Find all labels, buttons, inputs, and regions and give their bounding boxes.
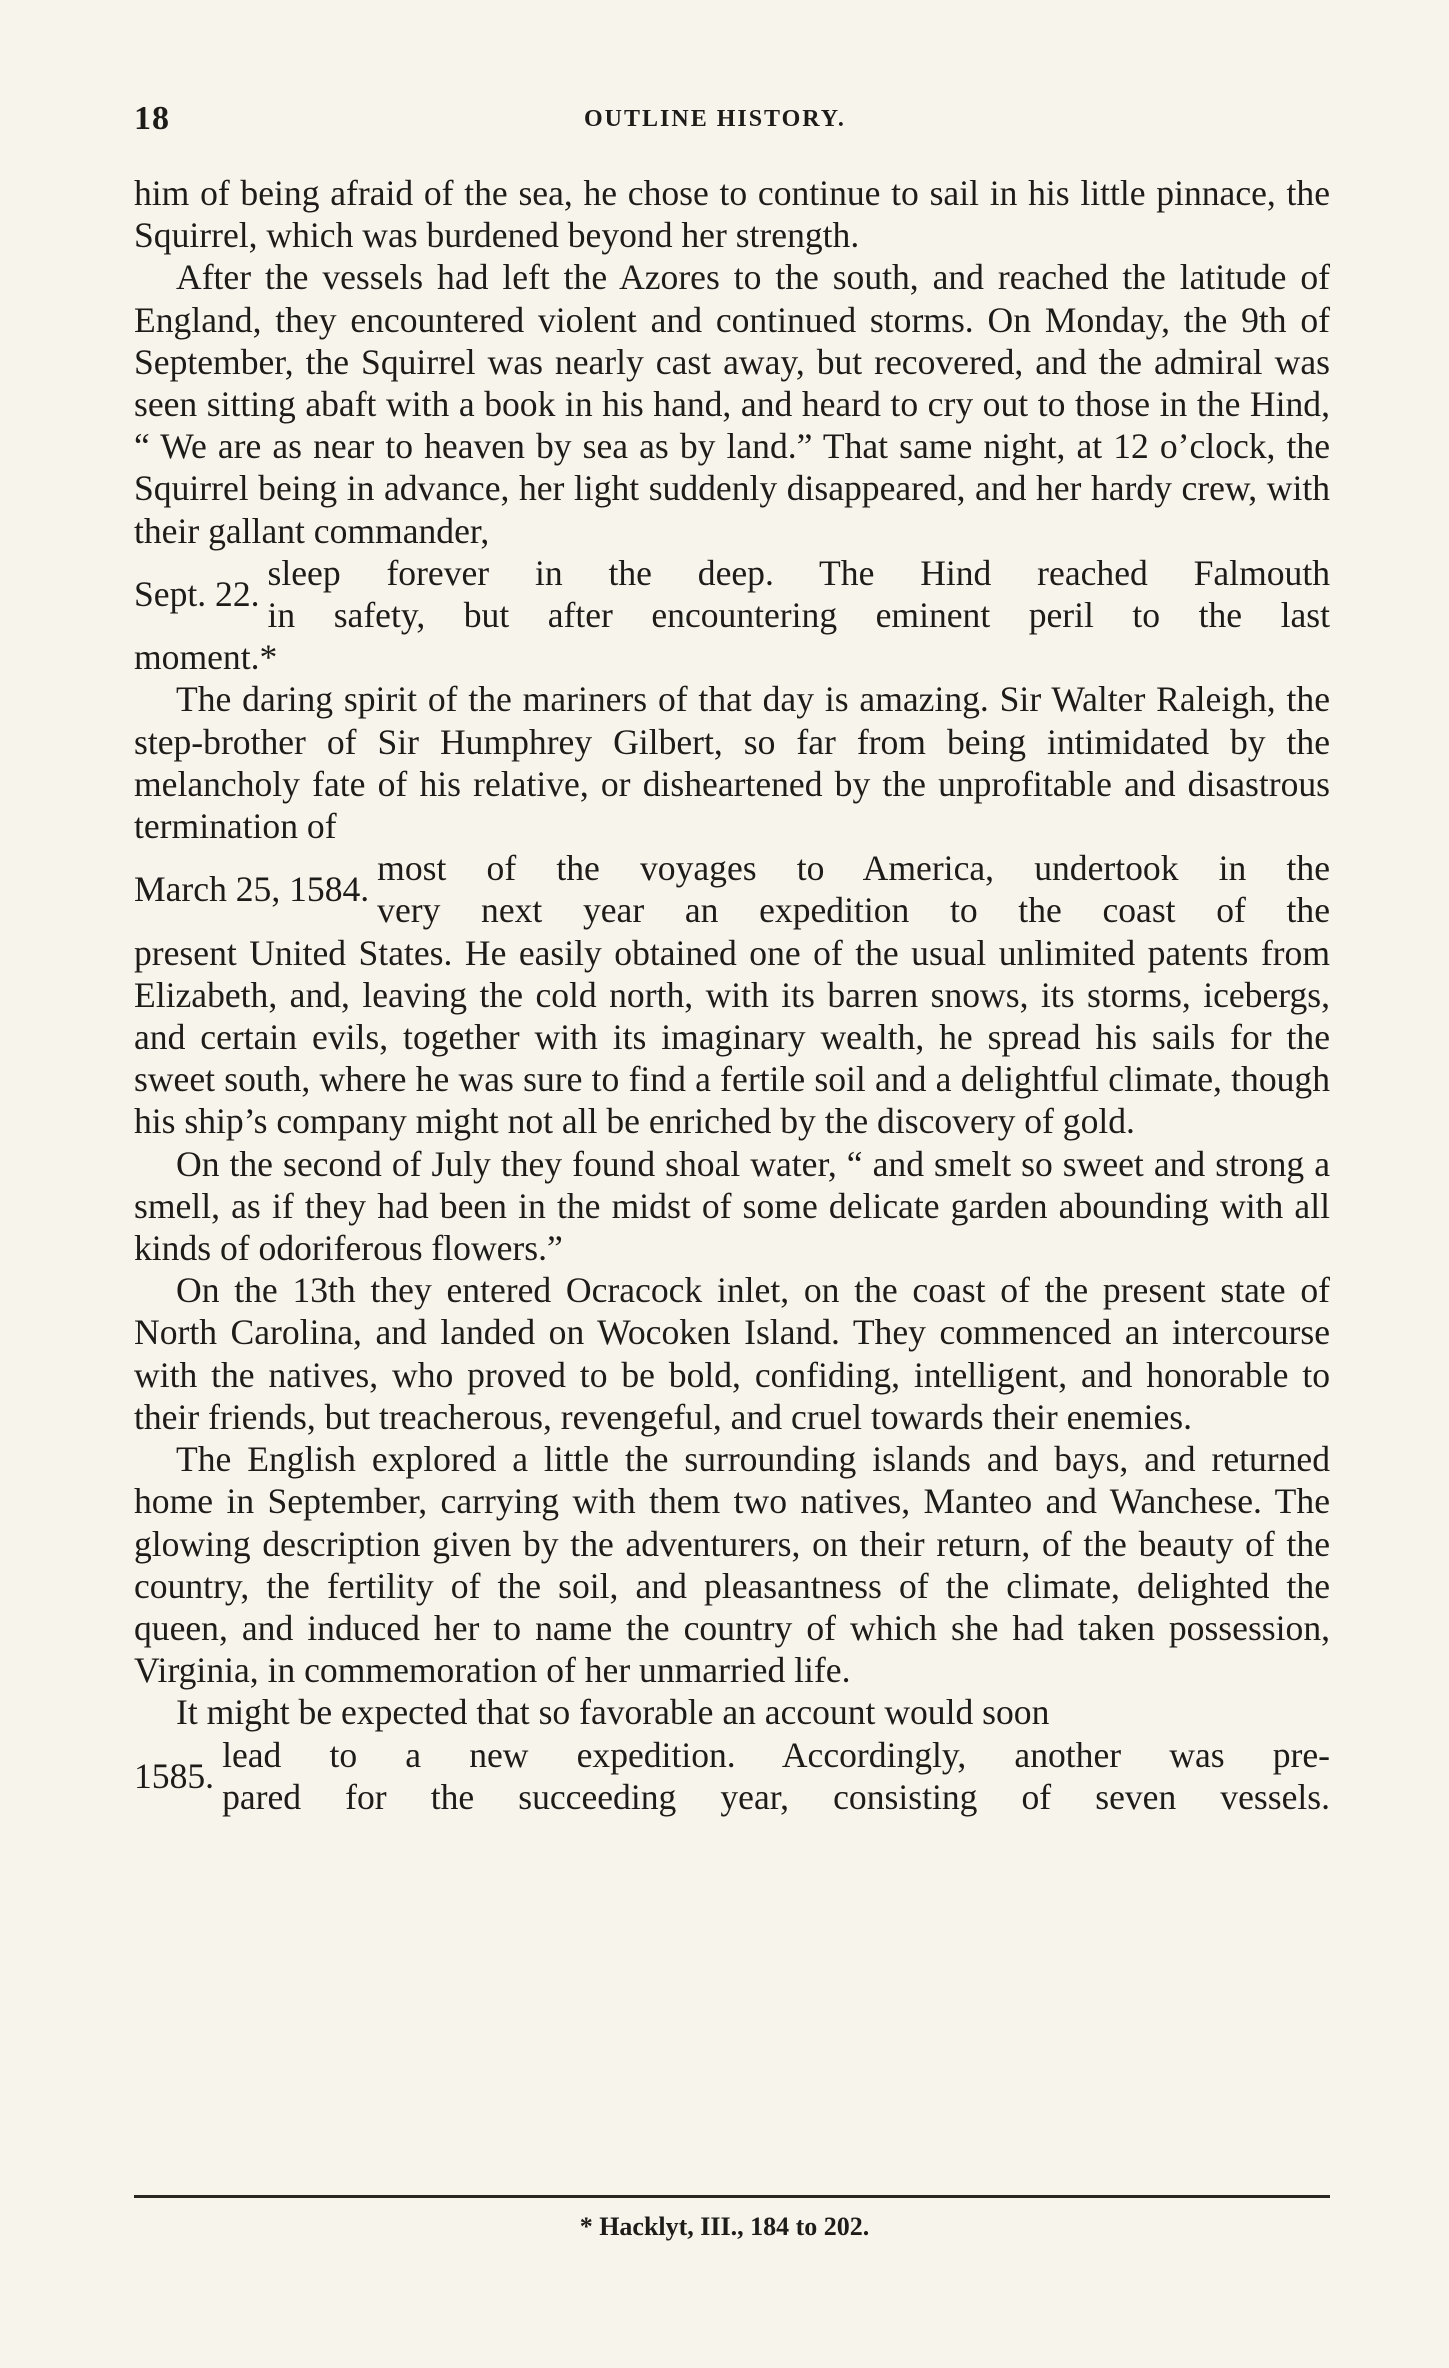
margin-date: March 25, 1584. (134, 869, 370, 910)
sidenote-lines (222, 1734, 1330, 1818)
paragraph-1: him of being afraid of the sea, he chose to continue to sail in his little pinnace, the Squirrel, which was burdened beyond her strength. (134, 173, 1330, 256)
footnote: * Hacklyt, III., 184 to 202. (579, 2212, 870, 2241)
sidenote-line: very next year an expedition to the coast of the (377, 890, 1330, 931)
paragraph-5: On the 13th they entered Ocracock inlet, on the coast of the present state of North Carolina, and landed on Wocoken Island. They commenced an intercourse with the natives, who proved to be bold, confiding, intelligent, and honorable to their friends, but treacherous, revengeful, and cruel towards their enemies. (134, 1270, 1330, 1437)
page-header (134, 100, 1330, 140)
sidenote-line: pared for the succeeding year, consisting of seven vessels. (222, 1776, 1330, 1817)
paragraph-2-sidenote-block (134, 552, 1330, 636)
paragraph-3-tail: present United States. He easily obtained one of the usual unlimited patents from Elizabeth, and, leaving the cold north, with its barren snows, its storms, icebergs, and certain evils, together with its imaginary wealth, he spread his sails for the sweet south, where he was sure to find a fertile soil and a delightful climate, though his ship’s company might not all be enriched by the discovery of gold. (134, 932, 1330, 1142)
paragraph-3 (134, 678, 1330, 1142)
paragraph-4: On the second of July they found shoal water, “ and smelt so sweet and strong a smell, as if they had been in the midst of some delicate garden abounding with all kinds of odoriferous flowers.” (134, 1143, 1330, 1269)
paragraph-6: The English explored a little the surrounding islands and bays, and returned home in September, carrying with them two natives, Manteo and Wanchese. The glowing description given by the adventurers, on their return, of the beauty of the country, the fertility of the soil, and pleasantness of the climate, delighted the queen, and induced her to name the country of which she had taken possession, Virginia, in commemoration of her unmarried life. (134, 1439, 1330, 1691)
margin-date: 1585. (134, 1755, 215, 1796)
paragraph-2 (134, 256, 1330, 678)
sidenote-lines (268, 552, 1330, 636)
paragraph-7 (134, 1691, 1330, 1818)
margin-date: Sept. 22. (134, 573, 260, 614)
sidenote-line: in safety, but after encountering eminent peril to the last (267, 595, 1330, 636)
body-text (134, 172, 1330, 1818)
paragraph-3-text: The daring spirit of the mariners of that day is amazing. Sir Walter Raleigh, the step-brother of Sir Humphrey Gilbert, so far from being intimidated by the melancholy fate of his relative, or disheartened by the unprofitable and disastrous termination of (134, 679, 1330, 847)
paragraph-7-sidenote-block (134, 1734, 1330, 1818)
paragraph-3-sidenote-block (134, 847, 1330, 931)
footnote-rule (134, 2195, 1330, 2198)
paragraph-2-text: After the vessels had left the Azores to the south, and reached the latitude of England, they encountered violent and continued storms. On Monday, the 9th of September, the Squirrel was nearly cast away, but recovered, and the admiral was seen sitting abaft with a book in his hand, and heard to cry out to those in the Hind, “ We are as near to heaven by sea as by land.” That same night, at 12 o’clock, the Squirrel being in advance, her light suddenly disappeared, and her hardy crew, with their gallant commander, (134, 257, 1330, 551)
running-title: OUTLINE HISTORY. (584, 106, 846, 132)
sidenote-lines (377, 847, 1330, 931)
paragraph-2-tail: moment.* (134, 637, 278, 678)
sidenote-line: sleep forever in the deep. The Hind reached Falmouth (267, 552, 1330, 593)
page-number: 18 (134, 100, 170, 137)
sidenote-line: lead to a new expedition. Accordingly, another was pre- (222, 1734, 1330, 1775)
sidenote-line: most of the voyages to America, undertook in the (377, 848, 1330, 889)
paragraph-7-text: It might be expected that so favorable an account would soon (176, 1692, 1050, 1733)
